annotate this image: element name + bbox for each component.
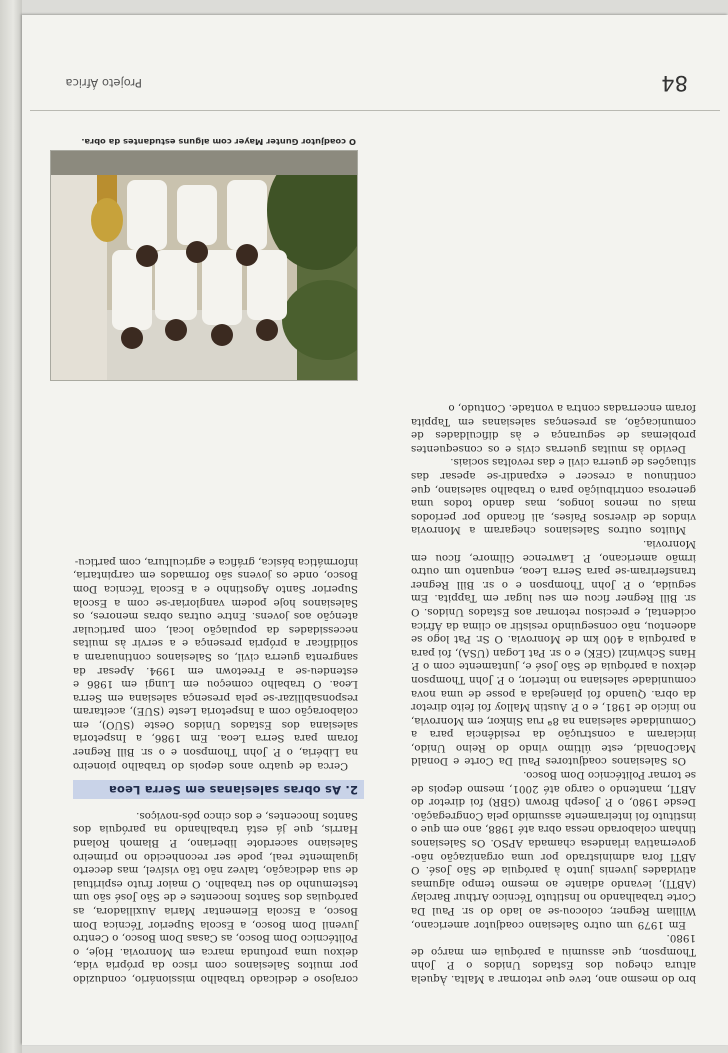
page-edge <box>0 0 22 1053</box>
running-title: Projeto África <box>65 76 142 90</box>
group-photo <box>50 150 358 381</box>
right-text-column <box>73 554 358 985</box>
paragraph: Em 1979 um outro Salesiano coadjutor americano, William Regner, colocou-se ao lado do sr. Paul Da Corte trabalhando no Instituto Técnico Arthur Barclay (ABTI), levando adiante ao mesmo tempo algumas atividades juvenis junto à paróquia de São José. O ABTI fora administrado por uma organização não-governativa irlandesa chamada APSO. Os Salesianos tinham colaborado nessa obra até 1988, ano em que o instituto foi inteiramente assumido pela Congregação. Desde 1980, o P. Joseph Brown (GBR) foi diretor do ABTI, mantendo o cargo até 2001, mesmo depois de se tornar Politécnico Dom Bosco. <box>411 769 696 931</box>
paragraph: bro do mesmo ano, teve que retornar a Malta. Àquela altura chegou dos Estados Unidos o P. John Thompson, que assumiu a paróquia em março de 1980. <box>411 932 696 985</box>
paragraph: Cerca de quatro anos depois do trabalho pioneiro na Libéria, o P. John Thompson e o sr. Bill Regner foram para Serra Leoa. Em 1986, a Inspetoria salesiana dos Estados Unidos Oeste (SUO), em colaboração com a Inspetoria Leste (SUE), aceitaram responsabilizar-se pela presença salesiana em Serra Leoa. O trabalho começou em Lungi em 1986 e estendeu-se a Freetown em 1994. Apesar da sangrenta guerra civil, os Salesianos continuaram a solidificar a própria presença e a servir às muitas necessidades da população local, com particular atenção aos jovens. Entre outras obras menores, os Salesianos hoje podem vangloriar-se com a Escola Superior Santo Agostinho e a Escola Técnica Dom Bosco, onde os jovens são formados em carpintaria, informática básica, gráfica e agricultura, com particu- <box>73 555 358 772</box>
paragraph: corajoso e dedicado trabalho missionário, conduzido por muitos Salesianos com risco da própria vida, deixou uma profunda marca em Monrovia. Hoje, o Politécnico Dom Bosco, as Casas Dom Bosco, o Centro Juvenil Dom Bosco, a Escola Superior Técnica Dom Bosco, a Escola Elementar Maria Auxiliadora, as paróquias dos Santos Inocentes e de São José são um testemunho do seu trabalho. O maior fruto espiritual de sua dedicação, talvez não tão visível, mas decerto igualmente real, pode ser reconhecido no primeiro Salesiano sacerdote liberiano, P. Blamoh Roland Harris, que já está trabalhando na paróquia dos Santos Inocentes, e dos cinco pós-noviços. <box>73 809 358 985</box>
paragraph: Devido às muitas guerras civis e os consequentes problemas de segurança e às dificuldades de comunicação, as presenças salesianas em Tappita foram encerradas contra a vontade. Contudo, o <box>411 402 696 455</box>
section-heading: 2. As obras salesianas em Serra Leoa <box>73 780 364 800</box>
page-number: 84 <box>661 71 688 95</box>
footer-divider <box>30 110 720 111</box>
left-text-column <box>411 400 696 985</box>
photo-image <box>51 151 357 380</box>
paragraph: Os Salesianos coadjutores Paul Da Corte e Donald MacDonald, este último vindo do Reino Unido, iniciaram a construção da residência para a Comunidade salesiana na 8ª rua Sinkor, em Monrovia, no início de 1981, e o P. Austin Malloy foi feito diretor da obra. Quando foi planejada a posse de uma nova comunidade salesiana no interior, o P. John Thompson deixou a paróquia de São José e, juntamente com o P. Hans Schwinzl (GEK) e o sr. Pat Logan (USA), foi para a paróquia a 400 km de Monrovia. O Sr. Pat logo se adoentou, não conseguindo resistir ao clima da África ocidental, e precisou retornar aos Estados Unidos. O sr. Bill Regner ficou em seu lugar em Tappita. Em seguida, o P. John Thompson e o sr. Bill Regner transferiram-se para Serra Leoa, enquanto um outro irmão americano, P. Lawrence Gilmore, ficou em Monrovia. <box>411 538 696 768</box>
photo-caption: O coadjutor Gunter Mayer com alguns estudantes da obra. <box>81 137 356 147</box>
paragraph: Muitos outros Salesianos chegaram a Monrovia vindos de diversos Países, ali ficando por períodos mais ou menos longos, mas dando todos uma generosa contribuição para o trabalho salesiano, que continuou a crescer e expandir-se apesar das situações de guerra civil e das revoltas sociais. <box>411 456 696 537</box>
